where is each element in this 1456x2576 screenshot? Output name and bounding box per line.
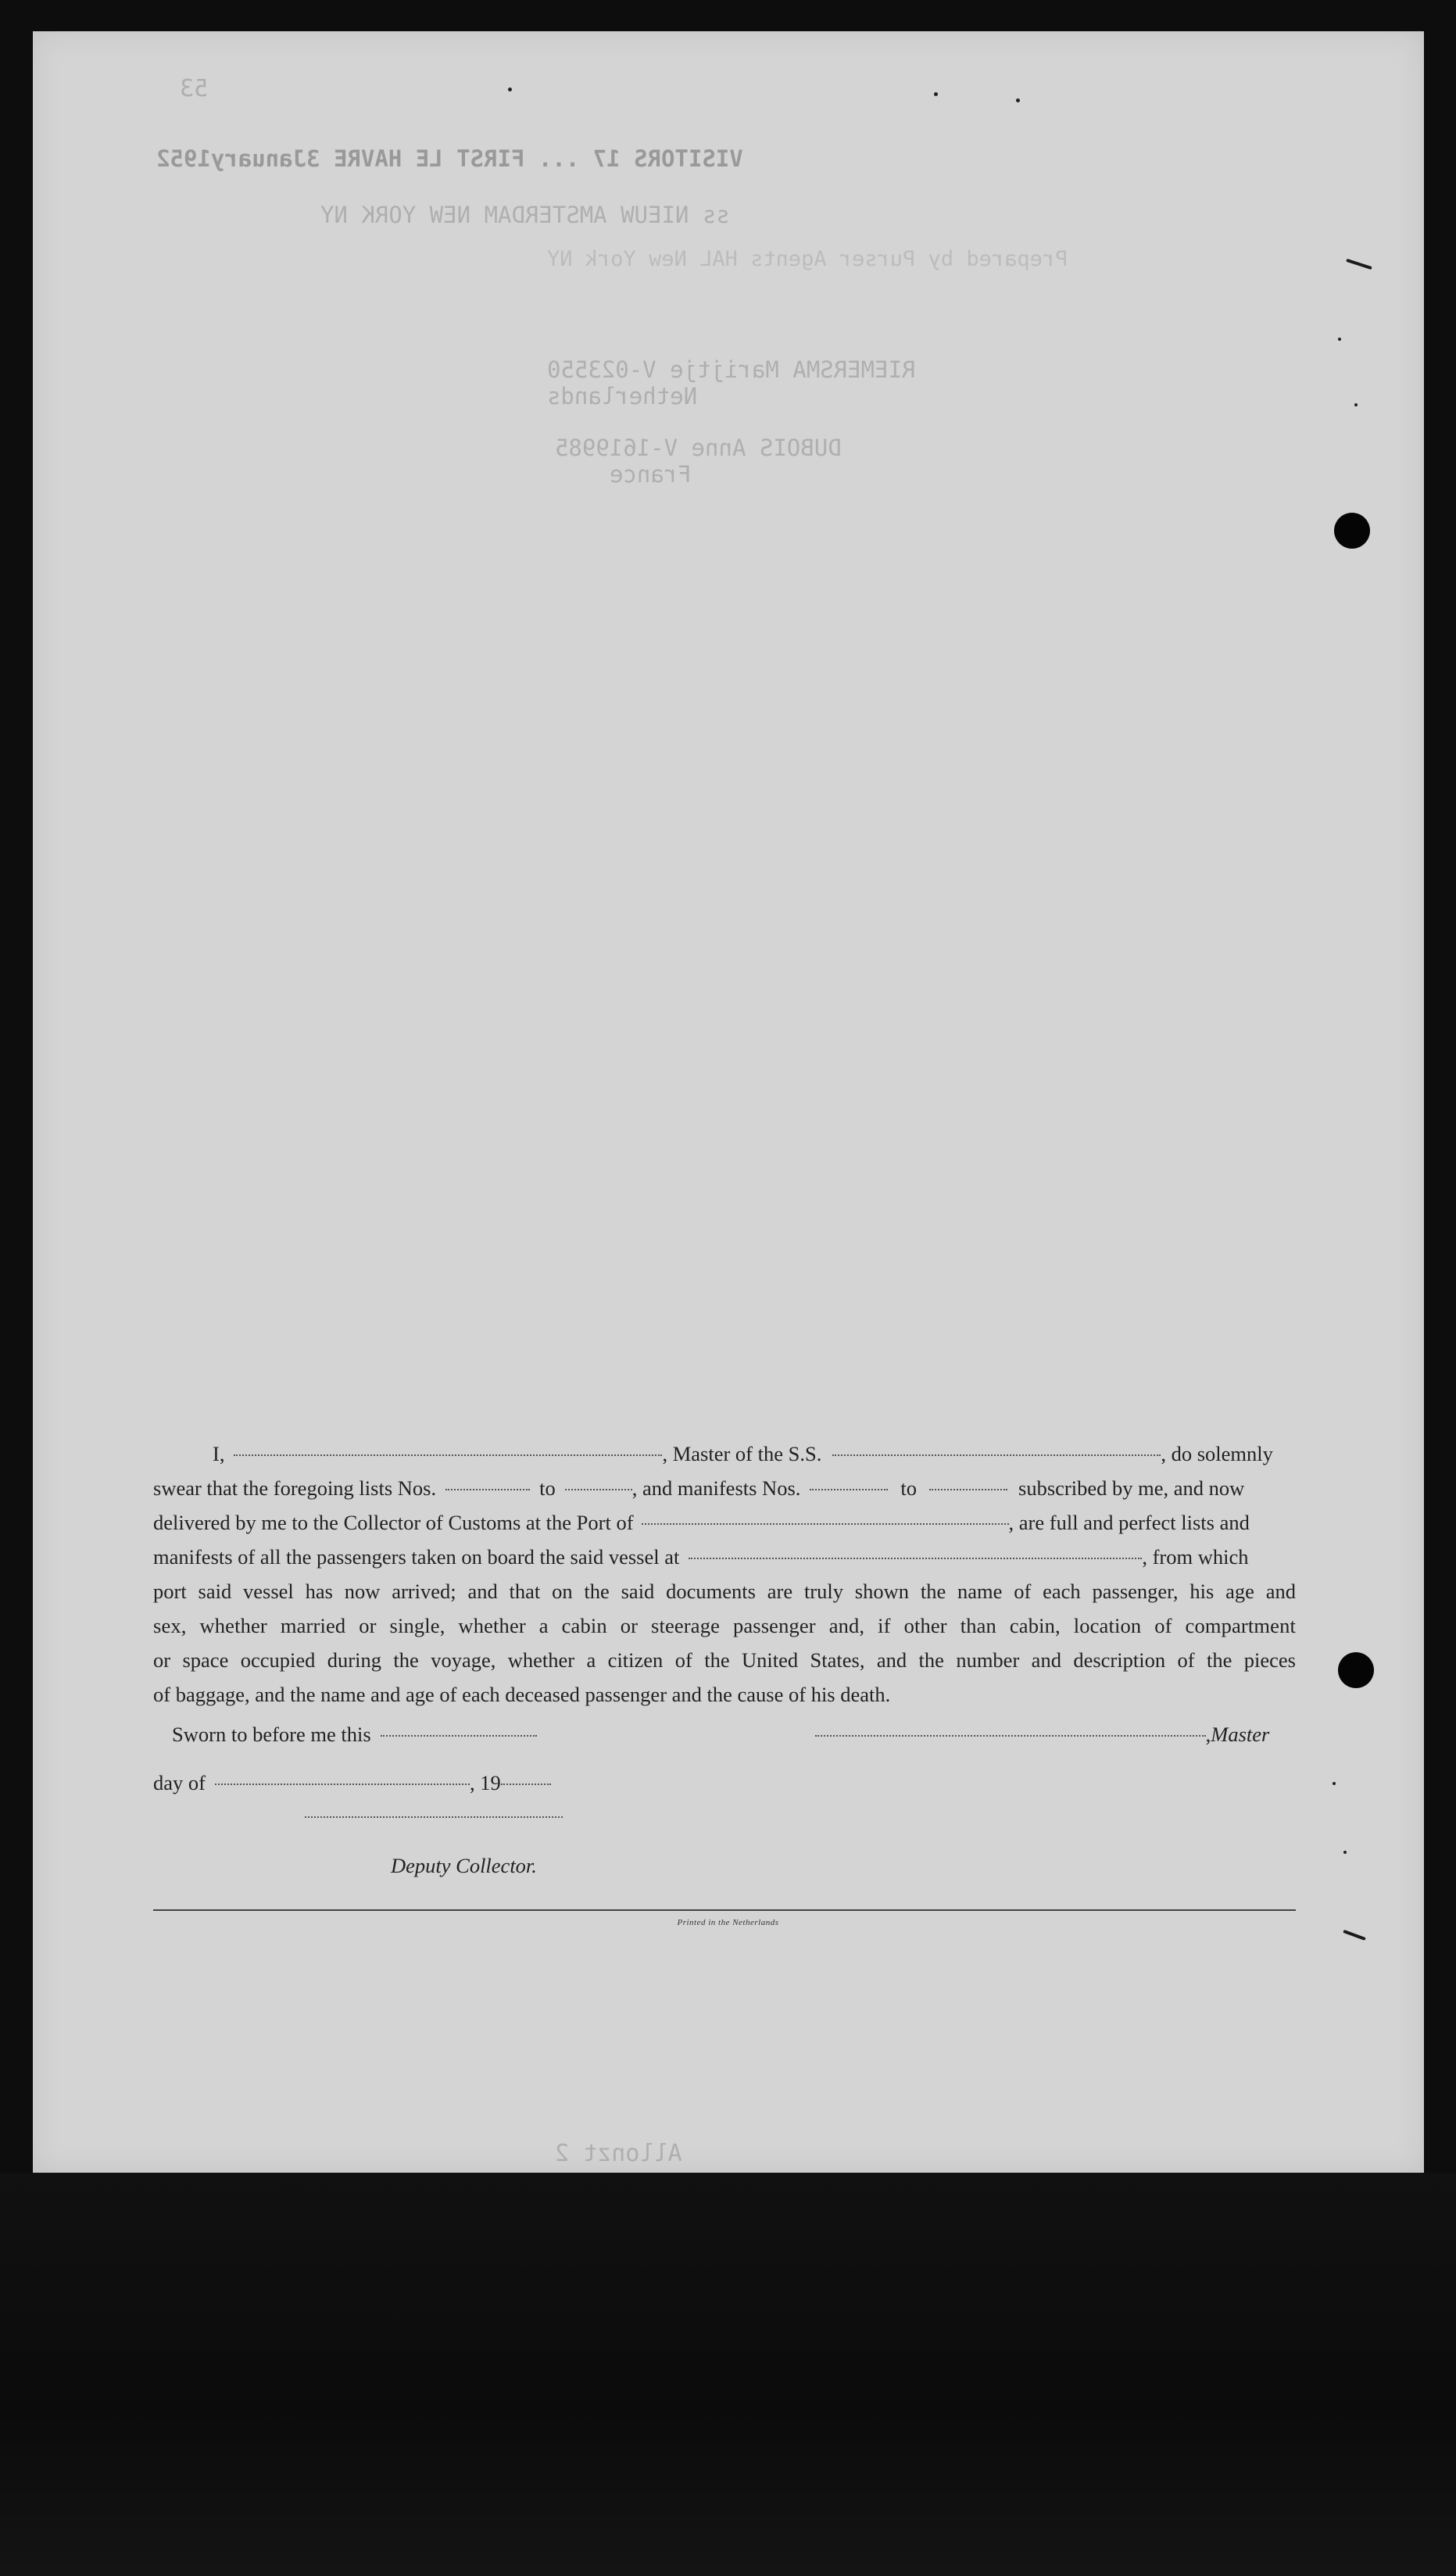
oath-line-5	[153, 1574, 1296, 1608]
oath-text-line-6: sex, whether married or single, whether a cabin or steerage passenger and, if other than cabin, location of compartment	[153, 1614, 1296, 1637]
punch-hole-top	[1334, 513, 1370, 549]
speck	[934, 92, 938, 96]
speck	[1354, 403, 1358, 406]
oath-subscribed: subscribed by me, and now	[1018, 1476, 1245, 1500]
oath-line-1	[153, 1436, 1296, 1471]
sworn-row	[172, 1723, 1269, 1747]
oath-line-2	[153, 1471, 1296, 1505]
oath-are-full: , are full and perfect lists and	[1008, 1511, 1250, 1534]
deputy-signature-row	[305, 1821, 563, 1823]
paper-sheet	[33, 31, 1424, 2173]
oath-line-6	[153, 1608, 1296, 1643]
oath-paragraph	[153, 1436, 1296, 1712]
bleed-through-entry-1-country: Netherlands	[547, 383, 698, 410]
speck	[1016, 98, 1020, 102]
sworn-day-blank	[381, 1735, 537, 1737]
bleed-through-header-line-2: ss NIEUW AMSTERDAM NEW YORK NY	[320, 202, 730, 228]
lists-from-blank	[445, 1489, 530, 1490]
scanner-background	[0, 2173, 1456, 2576]
year-prefix: , 19	[469, 1771, 501, 1794]
printer-imprint: Printed in the Netherlands	[677, 1918, 779, 1927]
oath-line-7	[153, 1643, 1296, 1677]
oath-to: to	[539, 1476, 556, 1500]
ship-name-blank	[832, 1454, 1161, 1456]
master-label: Master	[1211, 1723, 1270, 1746]
oath-text-line-7: or space occupied during the voyage, whether a citizen of the United States, and the number and description of the pieces	[153, 1648, 1296, 1672]
oath-line-3	[153, 1505, 1296, 1540]
lists-to-blank	[565, 1489, 632, 1490]
oath-to-2: to	[900, 1476, 918, 1500]
manifests-to-blank	[929, 1489, 1007, 1490]
sworn-label: Sworn to before me this	[172, 1723, 371, 1746]
master-name-blank	[234, 1454, 662, 1456]
punch-hole-bottom	[1338, 1652, 1374, 1688]
oath-text-line-8: of baggage, and the name and age of each deceased passenger and the cause of his death.	[153, 1683, 891, 1706]
bleed-through-header-line-3: Prepared by Purser Agents HAL New York NY	[547, 247, 1068, 271]
oath-manifests-all: manifests of all the passengers taken on board the said vessel at	[153, 1545, 680, 1569]
bleed-through-entry-2-country: France	[610, 461, 692, 488]
bleed-through-footer: Allonzt 2	[555, 2140, 682, 2167]
deputy-collector-label: Deputy Collector.	[391, 1854, 537, 1877]
oath-line-4	[153, 1540, 1296, 1574]
year-blank	[501, 1784, 551, 1785]
speck	[1333, 1782, 1336, 1785]
oath-delivered: delivered by me to the Collector of Customs at the Port of	[153, 1511, 634, 1534]
footer-rule	[153, 1909, 1296, 1911]
oath-master-of-ss: , Master of the S.S.	[662, 1442, 822, 1465]
month-blank	[215, 1784, 470, 1785]
manifests-from-blank	[810, 1489, 888, 1490]
oath-do-solemnly: , do solemnly	[1161, 1442, 1273, 1465]
bleed-through-entry-2: DUBOIS Anne V-1619985	[555, 435, 842, 461]
oath-and-manifests: , and manifests Nos.	[631, 1476, 801, 1500]
bleed-through-header-line-1: VISITORS 17 ... FIRST LE HAVRE 3January1952	[156, 145, 743, 172]
speck	[508, 88, 512, 91]
bleed-through-entry-1: RIEMERSMA Marijtje V-023550	[547, 356, 916, 383]
day-of-label: day of	[153, 1771, 206, 1794]
speck	[1343, 1851, 1347, 1854]
day-of-row	[153, 1771, 551, 1795]
port-blank	[642, 1523, 1009, 1525]
master-signature-blank	[815, 1735, 1206, 1737]
oath-line-8	[153, 1677, 1296, 1712]
speck	[1338, 338, 1341, 341]
deputy-signature-blank	[305, 1816, 563, 1818]
oath-word-i: I,	[213, 1442, 225, 1465]
departure-port-blank	[689, 1558, 1142, 1559]
oath-text-line-5: port said vessel has now arrived; and that on the said documents are truly shown the name of each passenger, his age and	[153, 1580, 1296, 1603]
master-suffix: ,	[1205, 1723, 1211, 1746]
oath-from-which: , from which	[1142, 1545, 1249, 1569]
bleed-through-page-number: 53	[180, 75, 209, 102]
oath-swear: swear that the foregoing lists Nos.	[153, 1476, 437, 1500]
